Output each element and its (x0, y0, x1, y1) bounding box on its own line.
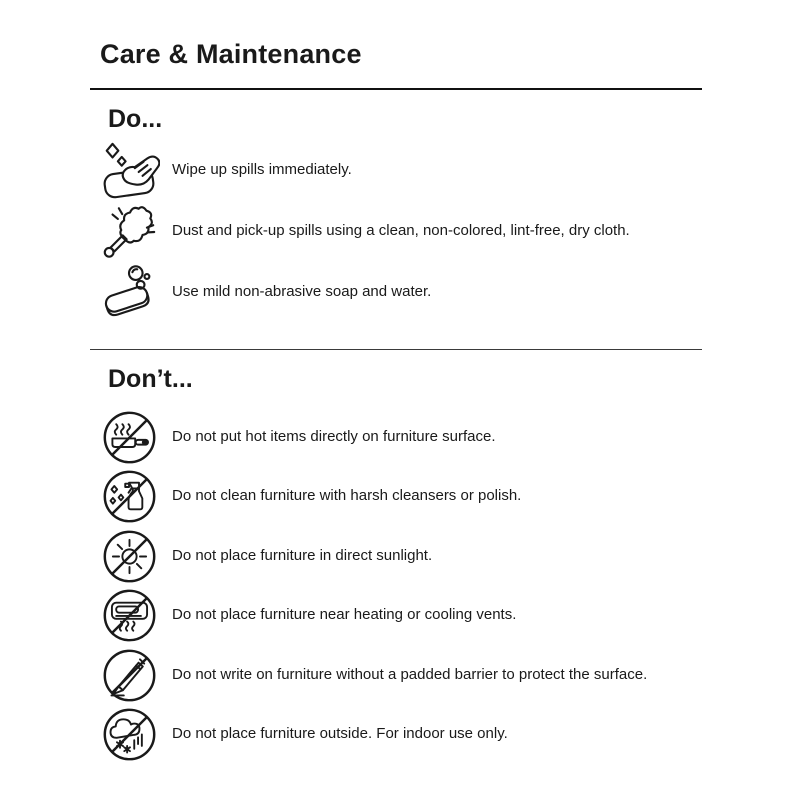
list-item (98, 262, 702, 323)
section-heading-dont: Don’t... (108, 365, 193, 394)
no-spray-bottle-icon (98, 466, 160, 528)
dont-item-text: Do not put hot items directly on furniture surface. (172, 427, 496, 445)
list-item (98, 645, 702, 705)
no-heating-vent-icon (98, 585, 160, 647)
list-item (98, 586, 702, 646)
no-sunlight-icon (98, 525, 160, 587)
section-dont (90, 364, 702, 764)
no-writing-pen-icon (98, 644, 160, 706)
dont-item-text: Do not clean furniture with harsh cleansers or polish. (172, 487, 522, 505)
section-divider (90, 349, 702, 350)
content-column (90, 0, 702, 764)
dont-item-text: Do not place furniture in direct sunlight. (172, 546, 433, 564)
dont-item-text: Do not place furniture near heating or cooling vents. (172, 606, 517, 624)
dont-items (98, 407, 702, 764)
dont-item-text: Do not write on furniture without a padded barrier to protect the surface. (172, 665, 648, 683)
no-hot-pan-icon (98, 406, 160, 468)
list-item (98, 201, 702, 262)
soap-bubbles-icon (98, 262, 160, 324)
do-item-text: Dust and pick-up spills using a clean, non-colored, lint-free, dry cloth. (172, 222, 630, 240)
list-item (98, 407, 702, 467)
section-heading-do: Do... (108, 105, 163, 134)
title-divider (90, 88, 702, 90)
list-item (98, 140, 702, 201)
feather-duster-icon (98, 201, 160, 263)
do-item-text: Use mild non-abrasive soap and water. (172, 283, 432, 301)
dont-item-text: Do not place furniture outside. For indoor use only. (172, 725, 508, 743)
no-outdoor-weather-icon (98, 704, 160, 766)
do-items (98, 140, 702, 323)
list-item (98, 467, 702, 527)
page-title: Care & Maintenance (100, 39, 362, 69)
section-do (90, 104, 702, 323)
wipe-hand-cloth-icon (98, 140, 160, 202)
list-item (98, 705, 702, 765)
list-item (98, 526, 702, 586)
do-item-text: Wipe up spills immediately. (172, 161, 352, 179)
